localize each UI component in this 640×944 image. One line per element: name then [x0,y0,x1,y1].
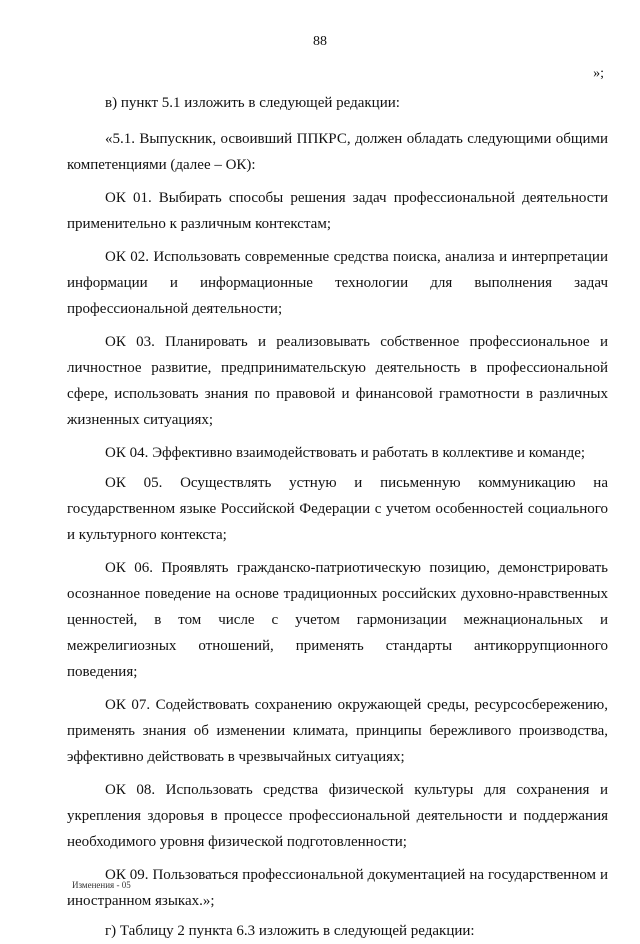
page-number: 88 [313,34,327,49]
closing-quote-mark: »; [593,66,604,81]
paragraph-ok-04: ОК 04. Эффективно взаимодействовать и работать в коллективе и команде; [105,445,586,461]
document-body [67,90,608,944]
footer-revision-note: Изменения - 05 [72,880,131,890]
paragraph-ok-08: ОК 08. Использовать средства физической культуры для сохранения и укрепления здоровья в процессе профессиональной деятельности и поддержания необходимого уровня физической подготовленности; [67,782,608,850]
paragraph-ok-07: ОК 07. Содействовать сохранению окружающей среды, ресурсосбережению, применять знания об изменении климата, принципы бережливого производства, эффективно действовать в чрезвычайных ситуациях; [67,697,608,765]
paragraph-5-1-heading: «5.1. Выпускник, освоивший ППКРС, должен обладать следующими общими компетенциями (далее – ОК): [67,131,608,173]
paragraph-table-2: г) Таблицу 2 пункта 6.3 изложить в следующей редакции: [105,923,475,939]
paragraph-ok-09: ОК 09. Пользоваться профессиональной документацией на государственном и иностранном языках.»; [67,867,608,909]
paragraph-ok-06: ОК 06. Проявлять гражданско-патриотическую позицию, демонстрировать осознанное поведение на основе традиционных российских духовно-нравственных ценностей, в том числе с учетом гармонизации межнациональных и межрелигиозных отношений, применять стандарты антикоррупционного поведения; [67,560,608,680]
paragraph-ok-02: ОК 02. Использовать современные средства поиска, анализа и интерпретации информации и информационные технологии для выполнения задач профессиональной деятельности; [67,249,608,317]
paragraph-ok-01: ОК 01. Выбирать способы решения задач профессиональной деятельности применительно к различным контекстам; [67,190,608,232]
paragraph-intro-5-1: в) пункт 5.1 изложить в следующей редакции: [105,95,400,111]
paragraph-ok-05: ОК 05. Осуществлять устную и письменную коммуникацию на государственном языке Российской Федерации с учетом особенностей социального и культурного контекста; [67,475,608,543]
paragraph-ok-03: ОК 03. Планировать и реализовывать собственное профессиональное и личностное развитие, предпринимательскую деятельность в профессиональной сфере, использовать знания по правовой и финансовой грамотности в различных жизненных ситуациях; [67,334,608,428]
